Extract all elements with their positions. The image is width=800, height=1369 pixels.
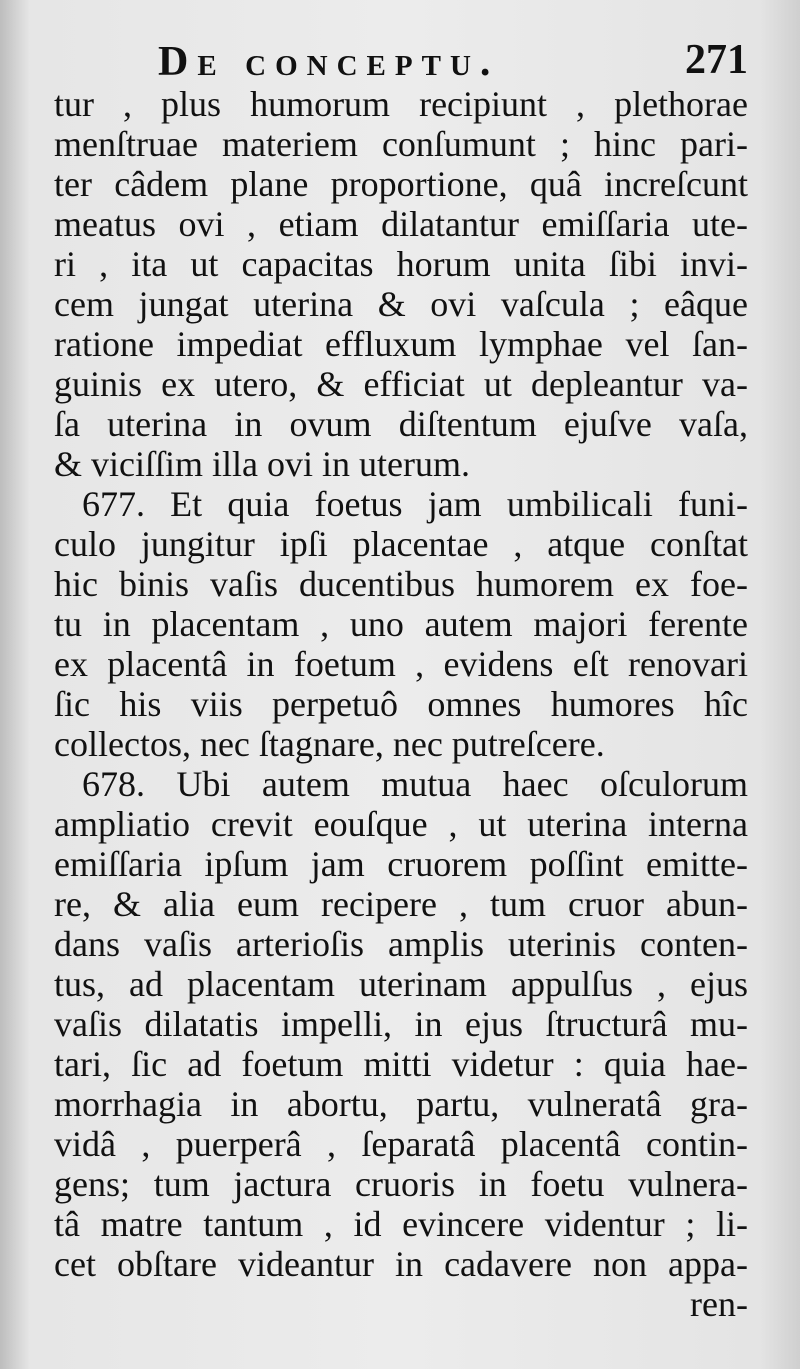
text-line: cet obſtare videantur in cadavere non appa-: [54, 1244, 748, 1284]
text-line: tari, ſic ad foetum mitti videtur : quia hae-: [54, 1044, 748, 1084]
running-title: De conceptu.: [158, 39, 500, 85]
text-line: dans vaſis arterioſis amplis uterinis conten-: [54, 924, 748, 964]
text-line: hic binis vaſis ducentibus humorem ex foe-: [54, 564, 748, 604]
text-line: morrhagia in abortu, partu, vulneratâ gra-: [54, 1084, 748, 1124]
text-line: menſtruae materiem conſumunt ; hinc pari-: [54, 124, 748, 164]
page-number: 271: [685, 37, 748, 83]
text-line: ri , ita ut capacitas horum unita ſibi invi-: [54, 244, 748, 284]
text-line: vidâ , puerperâ , ſeparatâ placentâ contin-: [54, 1124, 748, 1164]
text-line: meatus ovi , etiam dilatantur emiſſaria ute-: [54, 204, 748, 244]
paragraph-start-678: 678. Ubi autem mutua haec oſculorum: [82, 764, 748, 804]
text-line: guinis ex utero, & efficiat ut depleantur va-: [54, 364, 748, 404]
text-line: ſic his viis perpetuô omnes humores hîc: [54, 684, 748, 724]
body-text: [54, 84, 748, 1324]
text-line: tus, ad placentam uterinam appulſus , ejus: [54, 964, 748, 1004]
text-line: re, & alia eum recipere , tum cruor abun-: [54, 884, 748, 924]
text-line: emiſſaria ipſum jam cruorem poſſint emitte-: [54, 844, 748, 884]
text-line: ter câdem plane proportione, quâ increſcunt: [54, 164, 748, 204]
text-line: tur , plus humorum recipiunt , plethorae: [54, 84, 748, 124]
text-line: vaſis dilatatis impelli, in ejus ſtructurâ mu-: [54, 1004, 748, 1044]
paragraph-start-677: 677. Et quia foetus jam umbilicali funi-: [82, 484, 748, 524]
text-line: ex placentâ in foetum , evidens eſt renovari: [54, 644, 748, 684]
text-line: tâ matre tantum , id evincere videntur ; li-: [54, 1204, 748, 1244]
catchword: ren-: [690, 1284, 748, 1324]
text-line: culo jungitur ipſi placentae , atque conſtat: [54, 524, 748, 564]
text-line: tu in placentam , uno autem majori ferente: [54, 604, 748, 644]
text-line: ratione impediat effluxum lymphae vel ſan-: [54, 324, 748, 364]
text-line: collectos, nec ſtagnare, nec putreſcere.: [54, 724, 605, 764]
text-line: gens; tum jactura cruoris in foetu vulnera-: [54, 1164, 748, 1204]
text-line: cem jungat uterina & ovi vaſcula ; eâque: [54, 284, 748, 324]
text-line: ſa uterina in ovum diſtentum ejuſve vaſa,: [54, 404, 748, 444]
text-line: ampliatio crevit eouſque , ut uterina interna: [54, 804, 748, 844]
text-line: & viciſſim illa ovi in uterum.: [54, 444, 470, 484]
page-header: [58, 30, 748, 90]
